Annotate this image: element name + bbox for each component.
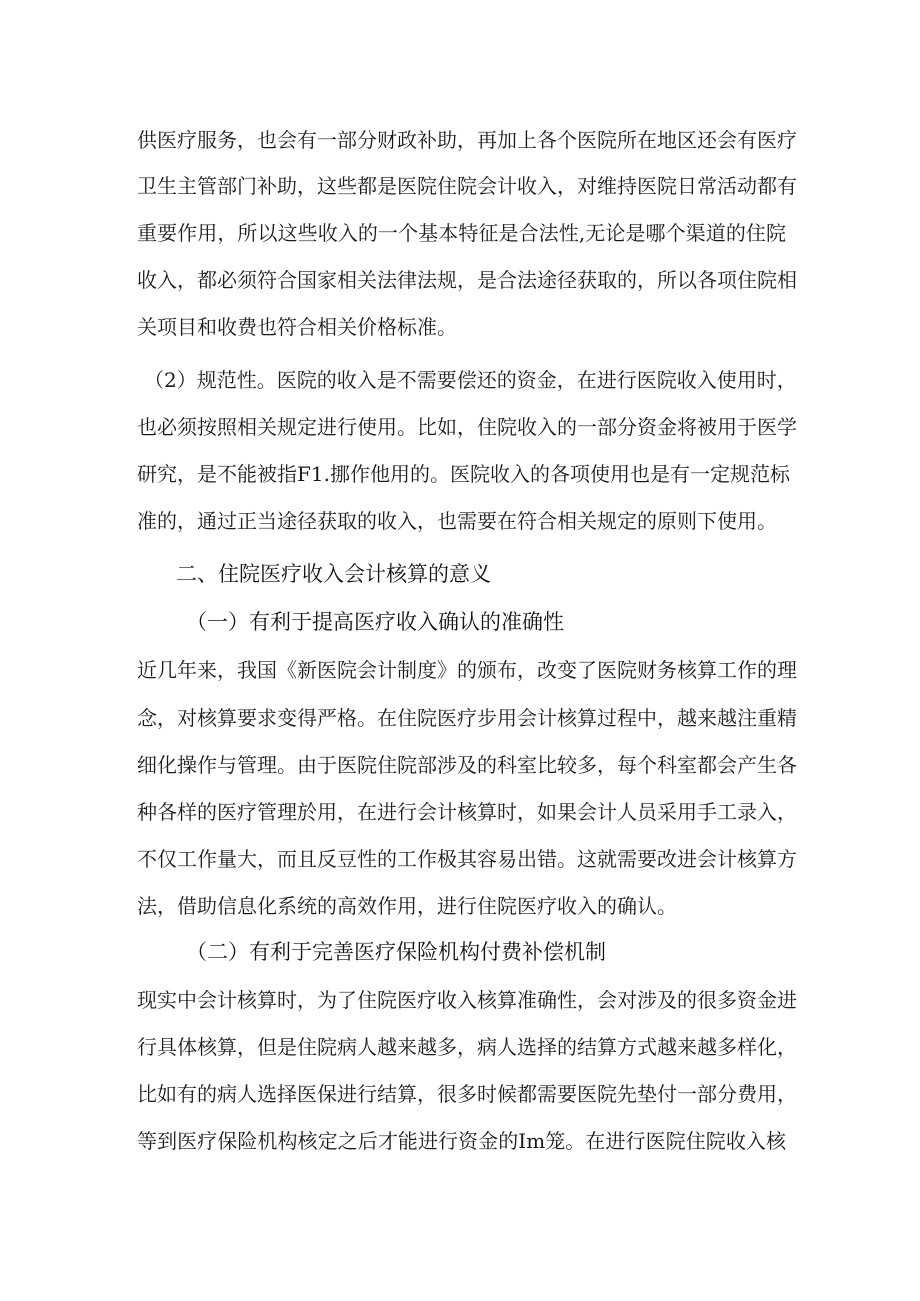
para1-line-4: 收入，都必须符合国家相关法律法规，是合法途径获取的，所以各项住院相 [137, 268, 797, 292]
para3-line-6: 法，借助信息化系统的高效作用，进行住院医疗收入的确认。 [137, 894, 677, 918]
para3-line-4: 种各样的医疗管理於用，在进行会计核算时，如果会计人员采用手工录入， [137, 800, 797, 824]
para1-line-1: 供医疗服务，也会有一部分财政补助，再加上各个医院所在地区还会有医疗 [137, 128, 797, 152]
para1-line-3: 重要作用，所以这些收入的一个基本特征是合法性,无论是哪个渠道的住院 [137, 221, 786, 245]
subsection-heading-1: （一）有利于提高医疗收入确认的准确性 [186, 610, 564, 634]
para3-line-5: 不仅工作量大，而且反豆性的工作极其容易出错。这就需要改进会计核算方 [137, 847, 797, 871]
subsection-heading-2: （二）有利于完善医疗保险机构付费补偿机制 [186, 940, 606, 964]
para2-line-3: 研究，是不能被指F1.挪作他用的。医院收入的各项使用也是有一定规范标 [137, 462, 790, 486]
para4-line-4: 等到医疗保险机构核定之后才能进行资金的Im笼。在进行医院住院收入核 [137, 1129, 786, 1153]
para3-line-1: 近几年来，我国《新医院会计制度》的颁布，改变了医院财务核算工作的理 [137, 658, 797, 682]
para1-line-5: 关项目和收费也符合相关价格标准。 [137, 315, 457, 339]
para4-line-2: 行具体核算，但是住院病人越来越多，病人选择的结算方式越来越多样化， [137, 1035, 797, 1059]
para2-line-2: 也必须按照相关规定进行使用。比如，住院收入的一部分资金将被用于医学 [137, 415, 797, 439]
para1-line-2: 卫生主管部门补助，这些都是医院住院会计收入，对维持医院日常活动都有 [137, 174, 797, 198]
section-heading: 二、住院医疗收入会计核算的意义 [176, 562, 491, 586]
para4-line-3: 比如有的病人选择医保进行结算，很多时候都需要医院先垫付一部分费用， [137, 1082, 797, 1106]
para2-line-1: （2）规范性。医院的收入是不需要偿还的资金，在进行医院收入使用时， [144, 368, 797, 392]
para2-line-4: 准的，通过正当途径获取的收入，也需要在符合相关规定的原则下使用。 [137, 509, 777, 533]
para3-line-2: 念，对核算要求变得严格。在住院医疗步用会计核算过程中，越来越注重精 [137, 706, 797, 730]
para4-line-1: 现实中会计核算时，为了住院医疗收入核算准确性，会对涉及的很多资金进 [137, 988, 797, 1012]
para3-line-3: 细化操作与管理。由于医院住院部涉及的科室比较多，每个科室都会产生各 [137, 753, 797, 777]
